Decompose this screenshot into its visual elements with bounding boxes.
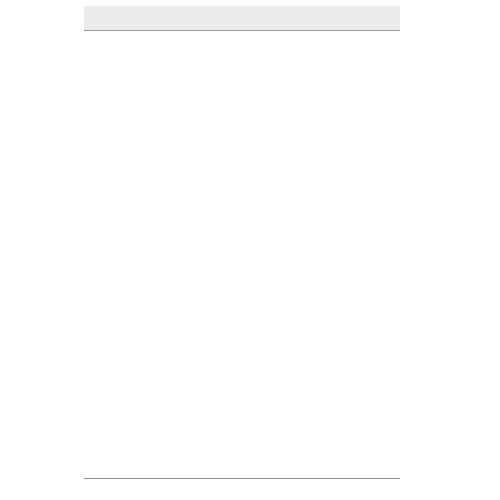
- header-rule: [84, 30, 400, 31]
- running-head: [84, 6, 400, 30]
- footer-rule: [84, 478, 400, 479]
